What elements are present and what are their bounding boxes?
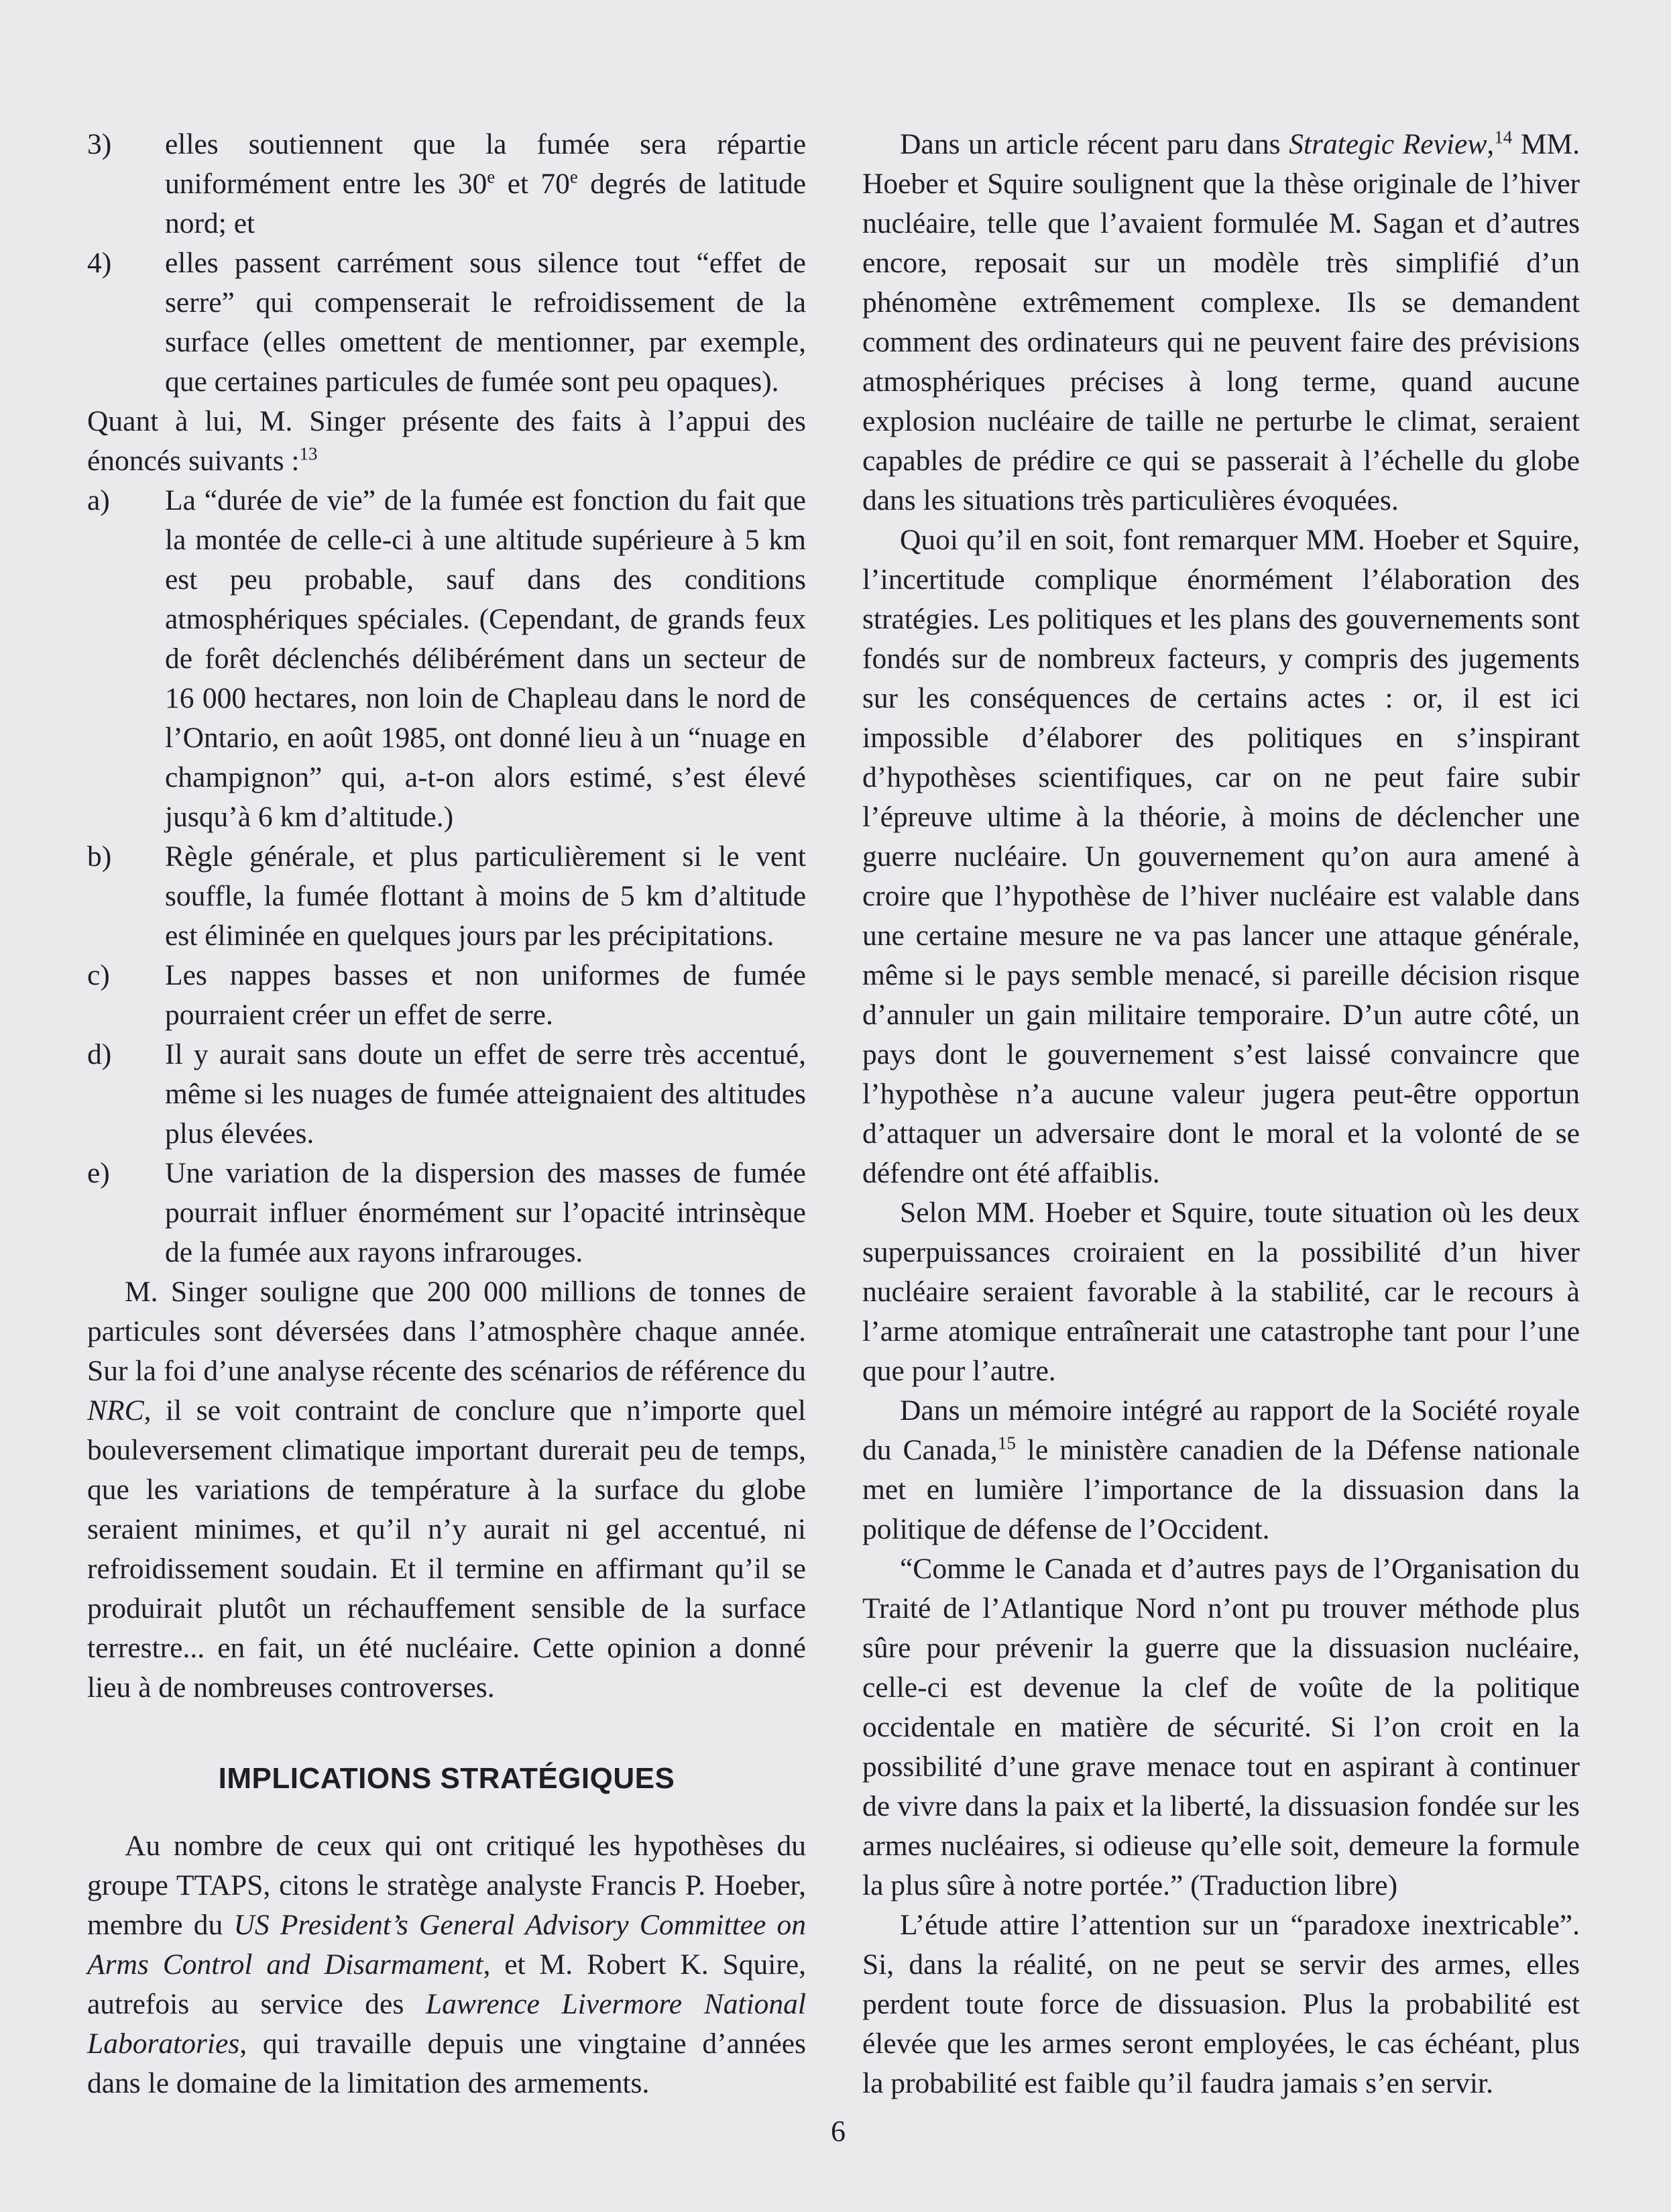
text-run: , qui travaille depuis une vingtaine d’années dans le domaine de la limitation des armements. xyxy=(87,2028,806,2099)
superscript: e xyxy=(487,166,496,187)
list-item xyxy=(87,1035,806,1154)
list-item xyxy=(87,956,806,1035)
text-run: , xyxy=(1487,128,1495,160)
intro-text: Quant à lui, M. Singer présente des faits à l’appui des énoncés suivants : xyxy=(87,405,806,477)
item-letter: d) xyxy=(87,1038,112,1070)
item-letter: b) xyxy=(87,840,112,873)
footnote-ref: 15 xyxy=(997,1433,1016,1453)
item-text: Les nappes basses et non uniformes de fumée pourraient créer un effet de serre. xyxy=(165,959,806,1031)
item-text: Une variation de la dispersion des masses de fumée pourrait influer énormément sur l’opacité intrinsèque de la fumée aux rayons infrarouges. xyxy=(165,1157,806,1268)
item-number: 4) xyxy=(87,247,112,279)
paragraph-intro xyxy=(87,402,806,481)
list-item xyxy=(87,837,806,956)
item-text: Règle générale, et plus particulièrement si le vent souffle, la fumée flottant à moins de 5 km d’altitude est éliminée en quelques jours par les précipitations. xyxy=(165,840,806,952)
paragraph-critics xyxy=(87,1826,806,2103)
paragraph-singer xyxy=(87,1272,806,1708)
item-number: 3) xyxy=(87,128,112,160)
paragraph-uncertainty: Quoi qu’il en soit, font remarquer MM. Hoeber et Squire, l’incertitude complique énormément l’élaboration des stratégies. Les politiques et les plans des gouvernements sont fondés sur de nombreux facteurs, y compris des jugements sur les conséquences de certains actes : or, il est ici impossible d’élaborer des politiques en s’inspirant d’hypothèses scientifiques, car on ne peut faire subir l’épreuve ultime à la théorie, à moins de déclencher une guerre nucléaire. Un gouvernement qu’on aura amené à croire que l’hypothèse de l’hiver nucléaire est valable dans une certaine mesure ne va pas lancer une attaque générale, même si le pays semble menacé, si pareille décision risque d’annuler un gain militaire temporaire. D’un autre côté, un pays dont le gouvernement s’est laissé convaincre que l’hypothèse n’a aucune valeur jugera peut-être opportun d’attaquer un adversaire dont le moral et la volonté de se défendre ont été affaiblis. xyxy=(862,524,1580,1189)
footnote-ref: 14 xyxy=(1494,127,1513,148)
italic-run: Lawrence Livermore National Laboratories xyxy=(87,1988,806,2060)
italic-run: US President’s General Advisory Committee on Arms Control and Disarmament xyxy=(87,1909,806,1981)
item-text: La “durée de vie” de la fumée est fonction du fait que la montée de celle-ci à une altitude supérieure à 5 km est peu probable, sauf dans des conditions atmosphériques spéciales. (Cependant, de grands feux de forêt déclenchés délibérément dans un secteur de 16 000 hectares, non loin de Chapleau dans le nord de l’Ontario, en août 1985, ont donné lieu à un “nuage en champignon” qui, a-t-on alors estimé, s’est élevé jusqu’à 6 km d’altitude.) xyxy=(165,484,806,833)
text-run: Dans un article récent paru dans xyxy=(900,128,1289,160)
italic-run: NRC xyxy=(87,1394,144,1427)
paragraph-paradox: L’étude attire l’attention sur un “paradoxe inextricable”. Si, dans la réalité, on ne peut se servir des armes, elles perdent toute force de dissuasion. Plus la probabilité est élevée que les armes seront employées, le cas échéant, plus la probabilité est faible qu’il faudra jamais s’en servir. xyxy=(862,1909,1580,2099)
superscript: e xyxy=(569,166,578,187)
item-text: elles soutiennent que la fumée sera répartie uniformément entre les 30 xyxy=(165,128,806,200)
text-run: Au nombre de ceux qui ont critiqué les hypothèses du groupe TTAPS, citons le stratège analyste Francis P. Hoeber, membre du xyxy=(87,1830,806,1941)
paragraph-stability: Selon MM. Hoeber et Squire, toute situation où les deux superpuissances croiraient en la possibilité d’un hiver nucléaire seraient favorable à la stabilité, car le recours à l’arme atomique entraînerait une catastrophe tant pour l’une que pour l’autre. xyxy=(862,1197,1580,1387)
section-heading: IMPLICATIONS STRATÉGIQUES xyxy=(218,1762,675,1795)
list-item xyxy=(87,1154,806,1272)
list-item xyxy=(87,481,806,837)
text-run: , il se voit contraint de conclure que n’importe quel bouleversement climatique important durerait peu de temps, que les variations de température à la surface du globe seraient minimes, et qu’il n’y aurait ni gel accentué, ni refroidissement soudain. Et il termine en affirmant qu’il se produirait plutôt un réchauffement sensible de la surface terrestre... en fait, un été nucléaire. Cette opinion a donné lieu à de nombreuses controverses. xyxy=(87,1394,806,1704)
item-text-mid: et 70 xyxy=(495,168,570,200)
text-run: MM. Hoeber et Squire soulignent que la thèse originale de l’hiver nucléaire, telle que l’avaient formulée M. Sagan et d’autres encore, reposait sur un modèle très simplifié d’un phénomène extrêmement complexe. Ils se demandent comment des ordinateurs qui ne peuvent faire des prévisions atmosphériques précises à long terme, quand aucune explosion nucléaire de taille ne perturbe le climat, seraient capables de prédire ce qui se passerait à l’échelle du globe dans les situations très particulières évoquées. xyxy=(862,128,1580,516)
footnote-ref: 13 xyxy=(299,443,318,464)
item-letter: c) xyxy=(87,959,110,991)
item-text: elles passent carrément sous silence tout “effet de serre” qui compenserait le refroidissement de la surface (elles omettent de mentionner, par exemple, que certaines particules de fumée sont peu opaques). xyxy=(165,247,806,398)
list-item xyxy=(87,125,806,243)
item-letter: e) xyxy=(87,1157,110,1189)
text-run: Dans un mémoire intégré au rapport de la Société royale du Canada, xyxy=(862,1394,1580,1466)
item-text: Il y aurait sans doute un effet de serre très accentué, même si les nuages de fumée atteignaient des altitudes plus élevées. xyxy=(165,1038,806,1150)
text-run: , et M. Robert K. Squire, autrefois au service des xyxy=(87,1948,806,2020)
paragraph-memoire xyxy=(862,1391,1580,1549)
text-run: M. Singer souligne que 200 000 millions de tonnes de particules sont déversées dans l’atmosphère chaque année. Sur la foi d’une analyse récente des scénarios de référence du xyxy=(87,1276,806,1387)
paragraph-review xyxy=(862,125,1580,520)
right-column xyxy=(862,125,1580,2103)
item-text-end: degrés de latitude nord; et xyxy=(165,168,807,239)
page-number: 6 xyxy=(831,2115,846,2148)
list-item xyxy=(87,243,806,402)
item-letter: a) xyxy=(87,484,110,516)
paragraph-quote: “Comme le Canada et d’autres pays de l’Organisation du Traité de l’Atlantique Nord n’ont pu trouver méthode plus sûre pour prévenir la guerre que la dissuasion nucléaire, celle-ci est devenue la clef de voûte de la politique occidentale en matière de sécurité. Si l’on croit en la possibilité d’une grave menace tout en aspirant à continuer de vivre dans la paix et la liberté, la dissuasion fondée sur les armes nucléaires, si odieuse qu’elle soit, demeure la formule la plus sûre à notre portée.” (Traduction libre) xyxy=(862,1553,1580,1901)
text-run: le ministère canadien de la Défense nationale met en lumière l’importance de la dissuasion dans la politique de défense de l’Occident. xyxy=(862,1434,1580,1545)
left-column xyxy=(87,125,806,2103)
italic-run: Strategic Review xyxy=(1289,128,1487,160)
